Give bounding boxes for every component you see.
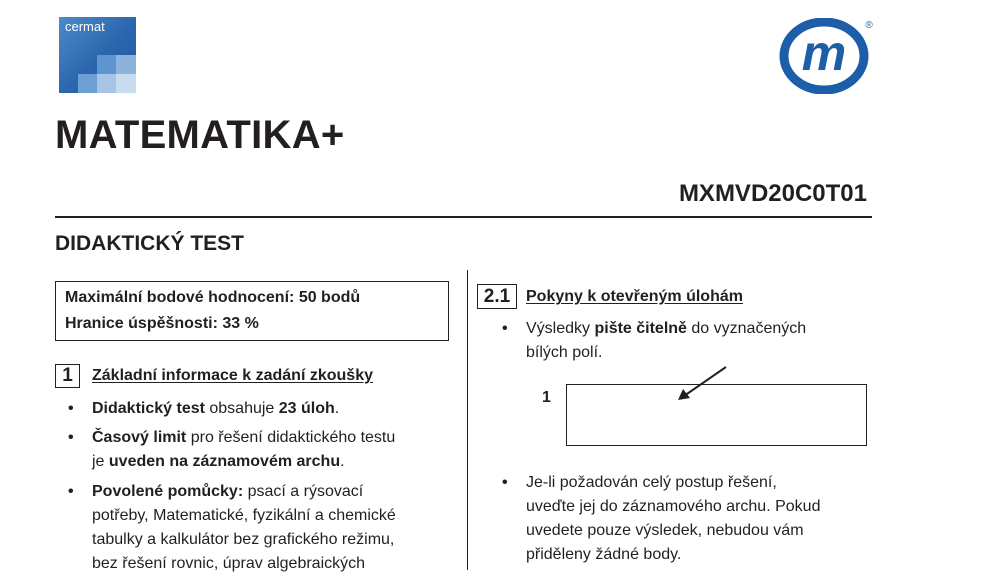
- sample-answer-number: 1: [542, 389, 551, 406]
- title-divider: [55, 216, 872, 218]
- document-code: MXMVD20C0T01: [678, 180, 867, 207]
- section-1-heading: Základní informace k zadání zkoušky: [92, 367, 373, 384]
- threshold-line: [65, 315, 259, 333]
- m-logo-letter: m: [801, 25, 847, 81]
- cermat-logo: [59, 17, 136, 93]
- score-box: [55, 281, 449, 341]
- threshold-value: 33 %: [222, 315, 259, 332]
- section-2-1-number: 2.1: [477, 284, 517, 309]
- m-logo: [779, 18, 875, 94]
- max-score-value: 50 bodů: [298, 289, 361, 306]
- list-item: • Je-li požadován celý postup řešení, uveďte jej do záznamového archu. Pokud uvedete pouze výsledek, nebudou vám přiděleny žádné body.: [526, 471, 820, 567]
- max-score-label: Maximální bodové hodnocení:: [65, 289, 295, 306]
- registered-mark: ®: [865, 20, 873, 31]
- column-divider: [467, 270, 468, 570]
- section-1-number: 1: [55, 364, 80, 388]
- document-title: MATEMATIKA+: [55, 113, 345, 157]
- threshold-label: Hranice úspěšnosti:: [65, 315, 218, 332]
- cermat-logo-text: cermat: [65, 19, 105, 34]
- list-item: • Povolené pomůcky: psací a rýsovací potřeby, Matematické, fyzikální a chemické tabulky a kalkulátor bez grafického režimu, bez řešení rovnic, úprav algebraických: [92, 480, 396, 576]
- arrow-icon: [670, 363, 734, 407]
- section-2-1-heading: Pokyny k otevřeným úlohám: [526, 288, 743, 305]
- list-item: • Časový limit pro řešení didaktického testu je uveden na záznamovém archu.: [92, 426, 395, 474]
- list-item: • Didaktický test obsahuje 23 úloh.: [92, 397, 339, 421]
- test-title: DIDAKTICKÝ TEST: [55, 232, 244, 255]
- list-item: • Výsledky pište čitelně do vyznačených bílých polí.: [526, 317, 806, 365]
- max-score-line: [65, 289, 360, 307]
